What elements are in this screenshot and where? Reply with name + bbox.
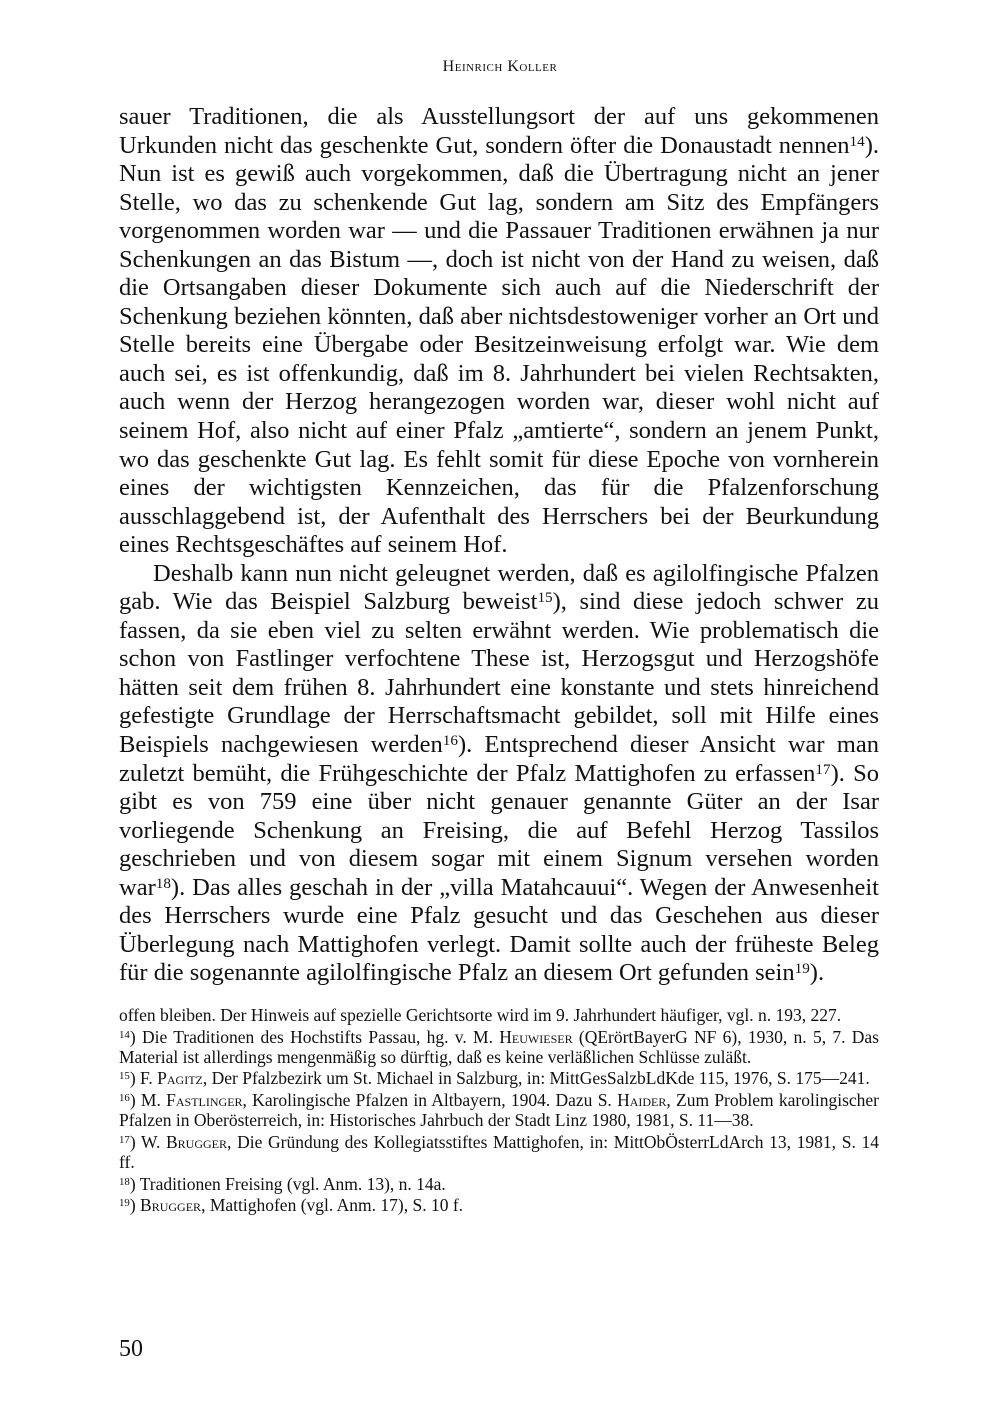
footnote-ref: 19 — [794, 960, 810, 978]
footnote-ref: 16 — [442, 732, 458, 750]
paragraph: Deshalb kann nun nicht geleugnet werden, daß es agilolfingische Pfalzen gab. Wie das Beispiel Salzburg beweist$^{15}$), sind diese jedoch schwer zu fassen, da sie eben viel zu selten erwähnt werden. Wie problematisch die schon von Fastlinger verfochtene These ist, Herzogsgut und Herzogshöfe hätten seit dem frühen 8. Jahrhundert eine konstante und stets hinreichend gefestigte Grundlage der Herrschaftsmacht gebildet, soll mit Hilfe eines Beispiels nachgewiesen werden$^{16}$). Entsprechend dieser Ansicht war man zuletzt bemüht, die Frühgeschichte der Pfalz Mattighofen zu erfassen$^{17}$). So gibt es von 759 eine über nicht genauer genannte Güter an der Isar vorliegende Schenkung an Freising, die auf Befehl Herzog Tassilos geschrieben und von diesem sogar mit einem Signum versehen worden war$^{18}$). Das alles geschah in der „villa Matahcauui“. Wegen der Anwesenheit des Herrschers wurde eine Pfalz gesucht und das Geschehen aus dieser Überlegung nach Mattighofen verlegt. Damit sollte auch der früheste Beleg für die sogenannte agilolfingische Pfalz an diesem Ort gefunden sein$^{19}$). — [119, 559, 880, 987]
footnote-ref: 14 — [849, 132, 865, 150]
main-text — [119, 103, 879, 988]
footnote-ref: 17 — [815, 760, 831, 778]
footnote-14: $^{14}$) Die Traditionen des Hochstifts Passau, hg. v. M. Heuwieser (QErörtBayerG NF 6), 1930, n. 5, 7. Das Material ist allerdings mengenmäßig so dürftig, daß es keine verläßlichen Schlüsse zuläßt. — [119, 1026, 879, 1067]
footnote-18: $^{18}$) Traditionen Freising (vgl. Anm. 13), n. 14a. — [119, 1173, 446, 1194]
footnote-ref: 18 — [155, 874, 171, 892]
footnote-15: $^{15}$) F. Pagitz, Der Pfalzbezirk um St. Michael in Salzburg, in: MittGesSalzbLdKde 115, 1976, S. 175—241. — [119, 1068, 870, 1089]
running-head: Heinrich Koller — [442, 58, 558, 75]
page-number: 50 — [119, 1336, 143, 1362]
footnote-17: $^{17}$) W. Brugger, Die Gründung des Kollegiatsstiftes Mattighofen, in: MittObÖsterrLdArch 13, 1981, S. 14 ff. — [119, 1131, 879, 1173]
footnote-19: $^{19}$) Brugger, Mattighofen (vgl. Anm. 17), S. 10 f. — [119, 1195, 464, 1216]
footnote-ref: 15 — [537, 589, 553, 607]
footnote-continuation: offen bleiben. Der Hinweis auf spezielle Gerichtsorte wird im 9. Jahrhundert häufiger, vgl. n. 193, 227. — [119, 1005, 842, 1025]
paragraph: sauer Traditionen, die als Ausstellungsort der auf uns gekommenen Urkunden nicht das geschenkte Gut, sondern öfter die Donaustadt nennen$^{14}$). Nun ist es gewiß auch vorgekommen, daß die Übertragung nicht an jener Stelle, wo das zu schenkende Gut lag, sondern am Sitz des Empfängers vorgenommen worden war — und die Passauer Traditionen erwähnen ja nur Schenkungen an das Bistum —, doch ist nicht von der Hand zu weisen, daß die Ortsangaben dieser Dokumente sich auch auf die Niederschrift der Schenkung beziehen könnten, daß aber nichtsdestoweniger vorher an Ort und Stelle bereits eine Übergabe oder Besitzeinweisung erfolgt war. Wie dem auch sei, es ist offenkundig, daß im 8. Jahrhundert bei vielen Rechtsakten, auch wenn der Herzog herangezogen worden war, dieser wohl nicht auf seinem Hof, also nicht auf einer Pfalz „amtierte“, sondern an jenem Punkt, wo das geschenkte Gut lag. Es fehlt somit für diese Epoche von vornherein eines der wichtigsten Kennzeichen, das für die Pfalzenforschung ausschlaggebend ist, der Aufenthalt des Herrschers bei der Beurkundung eines Rechtsgeschäftes auf seinem Hof. — [119, 103, 879, 559]
footnotes — [119, 1005, 879, 1217]
footnote-16: $^{16}$) M. Fastlinger, Karolingische Pfalzen in Altbayern, 1904. Dazu S. Haider, Zum Problem karolingischer Pfalzen in Oberösterreich, in: Historisches Jahrbuch der Stadt Linz 1980, 1981, S. 11—38. — [119, 1089, 879, 1131]
